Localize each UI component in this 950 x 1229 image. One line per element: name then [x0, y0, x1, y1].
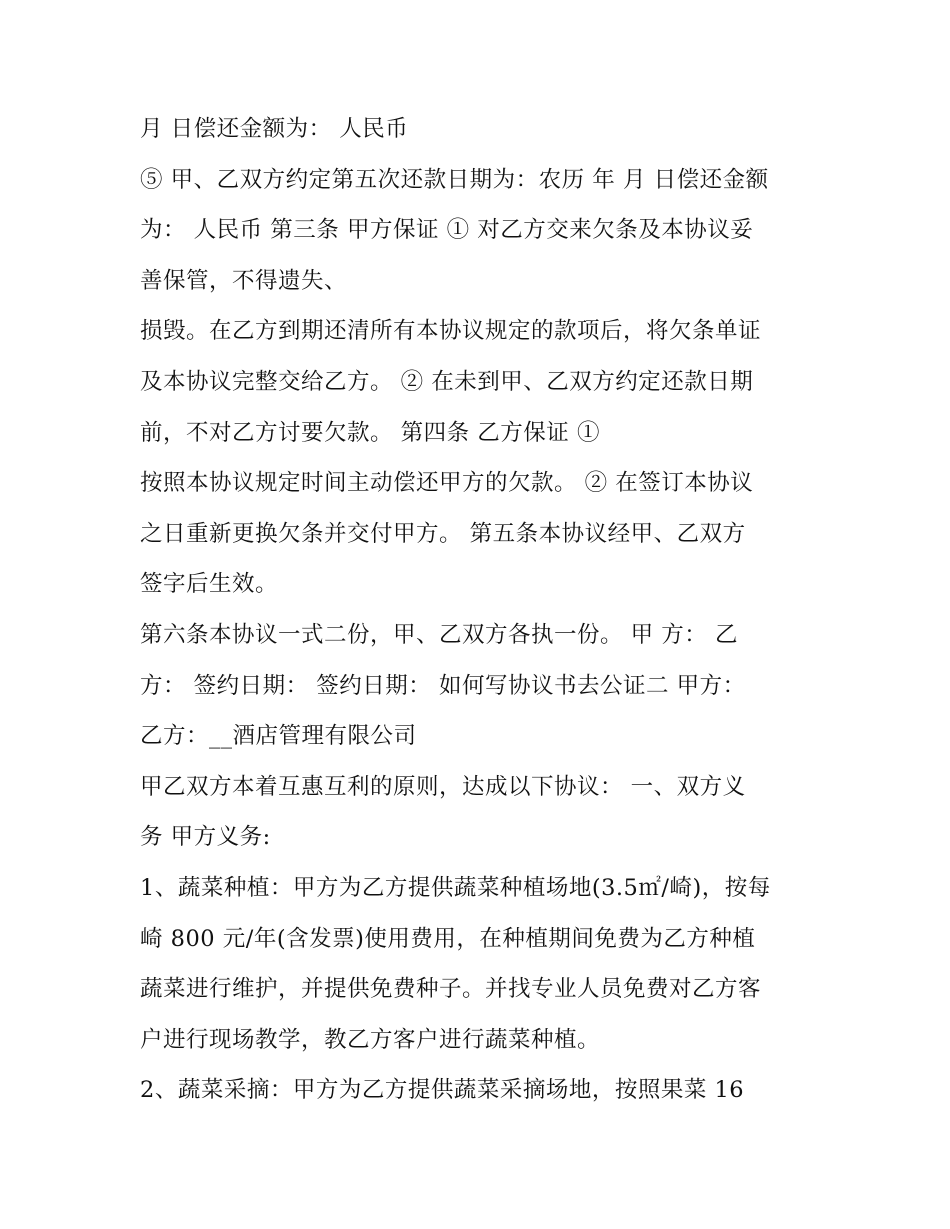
text-line: 1、蔬菜种植：甲方为乙方提供蔬菜种植场地(3.5㎡/崎)，按每 — [140, 874, 771, 901]
text-line: ⑤ 甲、乙双方约定第五次还款日期为：农历 年 月 日偿还金额 — [140, 166, 769, 193]
text-line: 2、蔬菜采摘：甲方为乙方提供蔬菜采摘场地，按照果菜 16 — [140, 1077, 745, 1104]
text-line: 乙方：__酒店管理有限公司 — [140, 723, 417, 750]
text-line: 户进行现场教学，教乙方客户进行蔬菜种植。 — [140, 1026, 601, 1053]
text-line: 第六条本协议一式二份，甲、乙双方各执一份。 甲 方： 乙 — [140, 621, 738, 648]
text-line: 按照本协议规定时间主动偿还甲方的欠款。 ② 在签订本协议 — [140, 470, 754, 497]
text-line: 务 甲方义务: — [140, 824, 271, 851]
text-line: 签字后生效。 — [140, 571, 279, 598]
text-line: 崎 800 元/年(含发票)使用费用，在种植期间免费为乙方种植 — [140, 925, 756, 952]
text-line: 月 日偿还金额为： 人民币 — [140, 116, 409, 142]
text-line: 为： 人民币 第三条 甲方保证 ① 对乙方交来欠条及本协议妥 — [140, 217, 754, 244]
text-line: 之日重新更换欠条并交付甲方。 第五条本协议经甲、乙双方 — [140, 520, 746, 547]
text-line: 善保管，不得遗失、 — [140, 267, 348, 294]
text-line: 前，不对乙方讨要欠款。 第四条 乙方保证 ① — [140, 419, 600, 446]
text-line: 蔬菜进行维护，并提供免费种子。并找专业人员免费对乙方客 — [140, 976, 762, 1003]
document-body — [140, 111, 830, 1123]
text-line: 甲乙双方本着互惠互利的原则，达成以下协议： 一、双方义 — [140, 773, 746, 800]
text-line: 及本协议完整交给乙方。 ② 在未到甲、乙双方约定还款日期 — [140, 368, 754, 395]
text-line: 损毁。在乙方到期还清所有本协议规定的款项后，将欠条单证 — [140, 318, 762, 345]
text-line: 方： 签约日期： 签约日期： 如何写协议书去公证二 甲方： — [140, 672, 746, 699]
